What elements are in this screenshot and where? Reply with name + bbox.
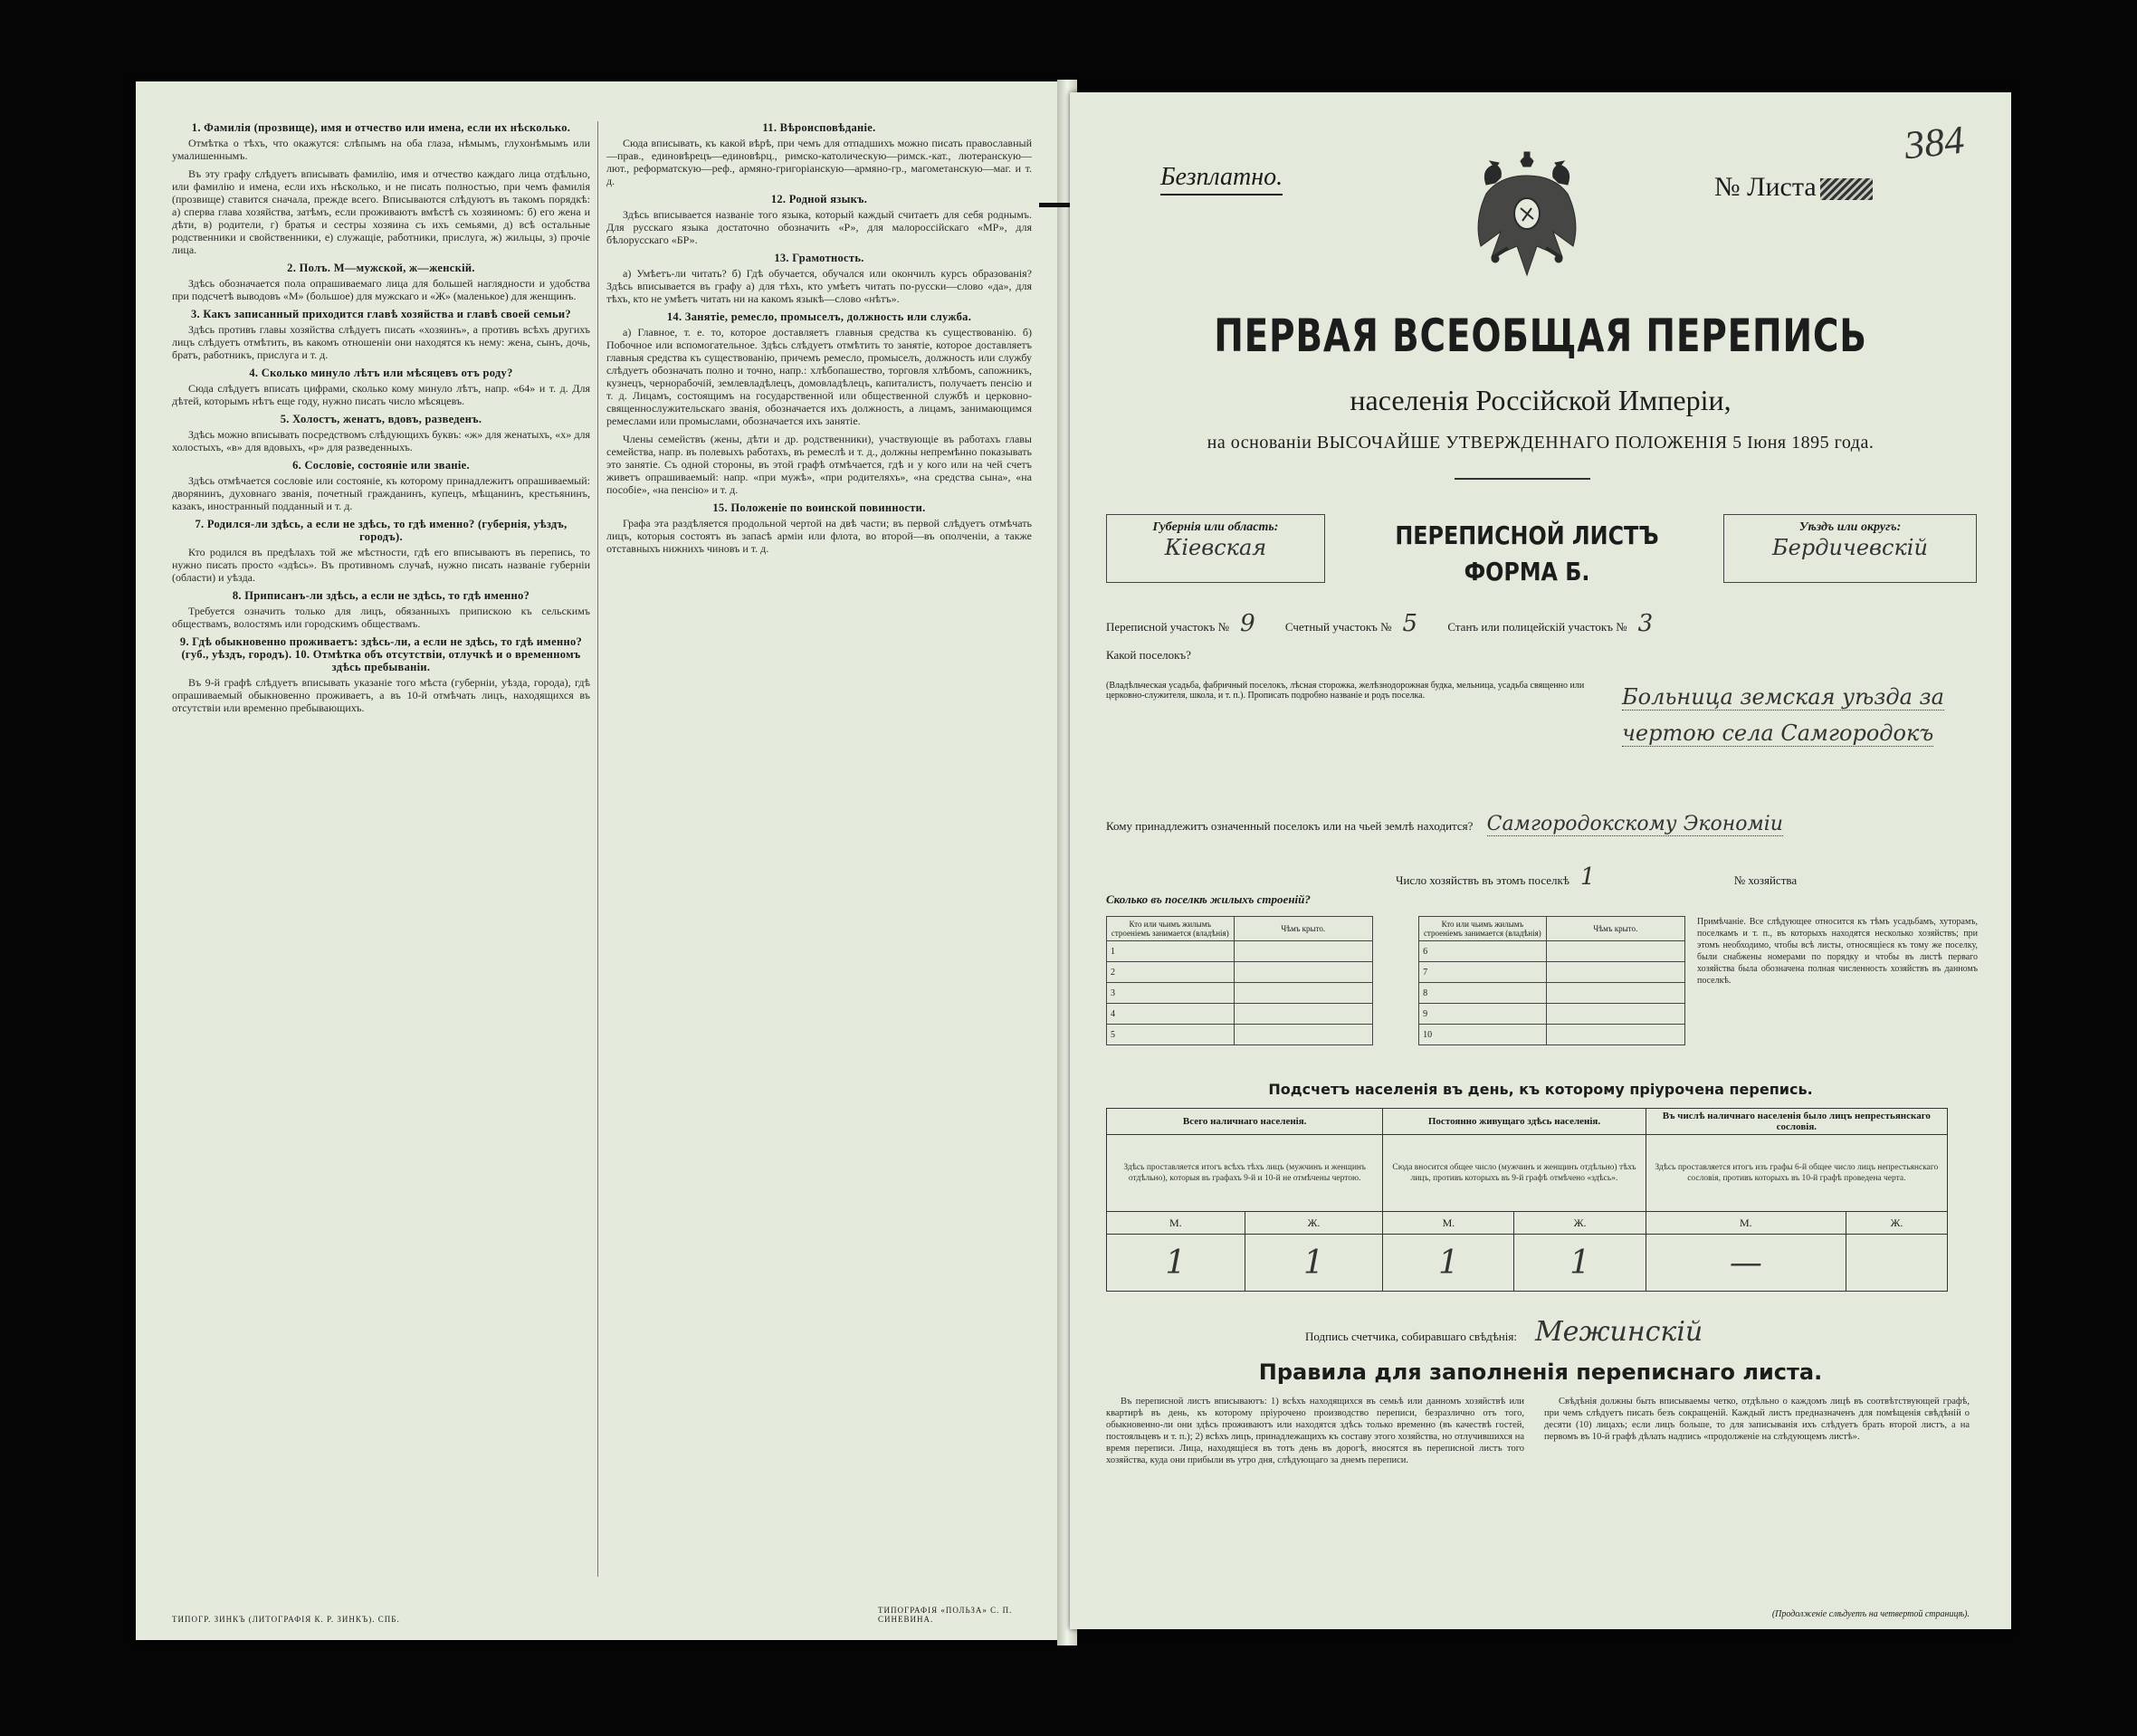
buildings-head-roof-right: Чѣмъ крыто. bbox=[1546, 917, 1684, 941]
rules-text-2: Свѣдѣнія должны быть вписываемы четко, отдѣльно о каждомъ лицѣ въ соотвѣтствующей графѣ, при чемъ слѣдуетъ писать безъ сокращеній. Каждый листъ предназначенъ для помѣщенія свѣдѣній о десяти (10) лицахъ; если лицъ больше, то для записыванія ихъ слѣдуетъ брать второй листъ, а на первомъ въ 10-й графѣ дѣлать надпись «продолженіе на слѣдующемъ листѣ». bbox=[1544, 1397, 1970, 1442]
form-title-sub: ФОРМА Б. bbox=[1464, 557, 1590, 587]
legal-basis: на основаніи ВЫСОЧАЙШЕ УТВЕРЖДЕННАГО ПОЛОЖЕНІЯ 5 Іюня 1895 года. bbox=[1207, 433, 1875, 453]
buildings-table-spacer bbox=[1372, 1025, 1418, 1045]
population-count-title: Подсчетъ населенія въ день, къ которому пріурочена перепись. bbox=[1268, 1081, 1813, 1098]
building-roof-cell bbox=[1546, 1004, 1684, 1025]
building-row-number: 8 bbox=[1419, 983, 1547, 1004]
building-row-number: 3 bbox=[1107, 983, 1235, 1004]
buildings-table-spacer bbox=[1372, 983, 1418, 1004]
buildings-row bbox=[1107, 941, 1685, 962]
households-value: 1 bbox=[1579, 863, 1596, 891]
instruction-text: Здѣсь вписывается названіе того языка, который каждый считаетъ для себя роднымъ. Для русскаго языка достаточно обозначить «Р», для малороссійскаго «МР», для бѣлорусскаго «БР». bbox=[606, 208, 1032, 246]
instruction-section bbox=[172, 518, 590, 584]
instruction-section bbox=[172, 459, 590, 512]
instruction-text: Въ эту графу слѣдуетъ вписывать фамилію, имя и отчество каждаго лица отдѣльно, или фамилію и имена, если ихъ нѣсколько, и не писать полностью, при чемъ фамилія (прозвище) ставится сначала, прежде всего. Вписываются слѣдуютъ въ такомъ порядкѣ: а) сперва глава хозяйства, затѣмъ, если проживаютъ вмѣстѣ съ хозяиномъ: б) его жена и дѣти, в) родители, г) братья и сестры хозяина съ ихъ семьями, д) всѣ остальные родственники и свойственники, е) служащіе, работники, прислуга, ж) жильцы, з) прочіе лица. bbox=[172, 167, 590, 256]
instruction-heading: 11. Вѣроисповѣданіе. bbox=[762, 121, 876, 134]
instruction-text: Здѣсь обозначается пола опрашиваемаго лица для большей наглядности и удобства при подсчетѣ выводовъ «М» (большое) для мужскаго и «Ж» (маленькое) для женщинъ. bbox=[172, 277, 590, 302]
continuation-note: (Продолженіе слѣдуетъ на четвертой страницѣ). bbox=[1771, 1609, 1970, 1619]
count-desc-permanent: Сюда вносится общее число (мужчинъ и женщинъ отдѣльно) тѣхъ лицъ, противъ которыхъ въ 9-й графѣ отмѣчено «здѣсь». bbox=[1383, 1135, 1646, 1212]
building-roof-cell bbox=[1546, 962, 1684, 983]
printer-footer-left: ТИПОГР. ЗИНКЪ (ЛИТОГРАФІЯ К. Р. ЗИНКЪ). СПБ. bbox=[172, 1615, 400, 1624]
owner-value: Самгородокскому Экономіи bbox=[1486, 813, 1783, 835]
buildings-row bbox=[1107, 1025, 1685, 1045]
instruction-text: Здѣсь противъ главы хозяйства слѣдуетъ писать «хозяинъ», а противъ всѣхъ другихъ лицъ слѣдуетъ отмѣтить, въ какомъ отношеніи они находятся къ нему: жена, сынъ, дочь, братъ, работникъ, прислуга и т. д. bbox=[172, 323, 590, 361]
census-precinct-label: Переписной участокъ № bbox=[1106, 620, 1230, 634]
instruction-section bbox=[606, 252, 1032, 305]
instruction-heading: 13. Грамотность. bbox=[774, 252, 864, 264]
count-sub-f: Ж. bbox=[1514, 1212, 1646, 1235]
rules-column-2 bbox=[1544, 1396, 1970, 1443]
owner-label: Кому принадлежитъ означенный поселокъ или на чьей землѣ находится? bbox=[1106, 819, 1474, 833]
instruction-section bbox=[172, 121, 590, 162]
count-header-permanent: Постоянно живущаго здѣсь населенія. bbox=[1383, 1109, 1646, 1135]
buildings-row bbox=[1107, 983, 1685, 1004]
instruction-heading: 5. Холостъ, женатъ, вдовъ, разведенъ. bbox=[280, 413, 482, 425]
buildings-table-spacer bbox=[1372, 962, 1418, 983]
count-header-nonpeasant: Въ числѣ наличнаго населенія было лицъ непрестьянскаго сословія. bbox=[1646, 1109, 1947, 1135]
instruction-heading: 6. Сословіе, состояніе или званіе. bbox=[292, 459, 470, 472]
count-header-total: Всего наличнаго населенія. bbox=[1107, 1109, 1383, 1135]
census-title: ПЕРВАЯ ВСЕОБЩАЯ ПЕРЕПИСЬ bbox=[1214, 310, 1867, 362]
settlement-hint: (Владѣльческая усадьба, фабричный поселокъ, лѣсная сторожка, желѣзнодорожная будка, мельница, усадьба священно или церковно-служителя, школа, и т. п.). Прописать подробно названіе и родъ поселка. bbox=[1106, 681, 1585, 701]
left-instructions-page bbox=[136, 81, 1066, 1640]
district-box bbox=[1723, 514, 1977, 583]
instruction-heading: 3. Какъ записанный приходится главѣ хозяйства и главѣ своей семьи? bbox=[191, 308, 571, 320]
buildings-table-spacer bbox=[1372, 917, 1418, 941]
counting-precinct-value: 5 bbox=[1402, 610, 1418, 637]
count-sub-f: Ж. bbox=[1846, 1212, 1947, 1235]
instruction-text: Графа эта раздѣляется продольной чертой на двѣ части; въ первой слѣдуетъ отмѣчать лицъ, которыя состоятъ въ запасѣ арміи или флота, во второй—въ ополченіи, а также отставныхъ нижнихъ чиновъ и т. д. bbox=[606, 517, 1032, 555]
instruction-section bbox=[172, 589, 590, 630]
census-form-page bbox=[1070, 92, 2011, 1629]
instruction-heading: 14. Занятіе, ремесло, промыселъ, должность или служба. bbox=[666, 310, 972, 323]
households-label: Число хозяйствъ въ этомъ поселкѣ bbox=[1396, 873, 1569, 887]
handwritten-page-number: 384 bbox=[1902, 117, 1967, 168]
count-sub-m: М. bbox=[1646, 1212, 1846, 1235]
instruction-text: Здѣсь можно вписывать посредствомъ слѣдующихъ буквъ: «ж» для женатыхъ, «х» для холостыхъ, «в» для вдовыхъ, «р» для разведенныхъ. bbox=[172, 428, 590, 453]
instruction-section bbox=[606, 310, 1032, 427]
households-line bbox=[1396, 863, 1975, 891]
instruction-heading: 15. Положеніе по воинской повинности. bbox=[712, 501, 926, 514]
building-row-number: 4 bbox=[1107, 1004, 1235, 1025]
count-desc-total: Здѣсь проставляется итогъ всѣхъ тѣхъ лицъ (мужчинъ и женщинъ отдѣльно), которыя въ графахъ 9-й и 10-й не отмѣчены чертою. bbox=[1107, 1135, 1383, 1212]
province-label: Губернія или область: bbox=[1152, 520, 1279, 534]
instruction-heading: 4. Сколько минуло лѣтъ или мѣсяцевъ отъ роду? bbox=[249, 367, 513, 379]
instruction-text: Въ 9-й графѣ слѣдуетъ вписывать указаніе того мѣста (губерніи, уѣзда, города), гдѣ опрашиваемый обыкновенно проживаетъ, а въ 10-й отмѣчать лицъ, находящихся въ отсутствіи или временно пребывающихъ. bbox=[172, 676, 590, 714]
sheet-number-label: № Листа bbox=[1714, 172, 1817, 202]
instruction-section bbox=[172, 167, 590, 256]
instruction-section bbox=[172, 262, 590, 302]
rules-column-1 bbox=[1106, 1396, 1524, 1466]
count-sub-m: М. bbox=[1107, 1212, 1245, 1235]
buildings-table-spacer bbox=[1372, 941, 1418, 962]
province-box bbox=[1106, 514, 1325, 583]
building-row-number: 10 bbox=[1419, 1025, 1547, 1045]
owner-line bbox=[1106, 813, 1975, 835]
double-headed-eagle-emblem bbox=[1468, 148, 1586, 284]
buildings-row bbox=[1107, 1004, 1685, 1025]
building-row-number: 6 bbox=[1419, 941, 1547, 962]
counting-precinct-label: Счетный участокъ № bbox=[1284, 620, 1392, 634]
instruction-section bbox=[172, 367, 590, 407]
building-roof-cell bbox=[1234, 962, 1372, 983]
instruction-text: Члены семействъ (жены, дѣти и др. родственники), участвующіе въ работахъ главы семейства, напр. въ полевыхъ работахъ, въ ремеслѣ и т. д., должны непремѣнно показывать это занятіе. Съ одной стороны, въ этой графѣ отмѣчается, гдѣ и у кого или на чей счетъ живетъ опрашиваемый: напр. «при мужѣ», «при родителяхъ», «на средства сына», «на пособіе», «на пенсію» и т. д. bbox=[606, 433, 1032, 496]
buildings-question: Сколько въ поселкѣ жилыхъ строеній? bbox=[1106, 892, 1311, 906]
buildings-head-roof-left: Чѣмъ крыто. bbox=[1234, 917, 1372, 941]
count-value bbox=[1846, 1235, 1947, 1292]
instruction-text: а) Главное, т. е. то, которое доставляетъ главныя средства къ существованію. б) Побочное или вспомогательное. Здѣсь слѣдуетъ отмѣтить то занятіе, которое доставляетъ главныя средства къ существованію, причемъ ремесло, промыселъ, должность или службу слѣдуетъ обозначать полно и точно, напр.: хлѣбопашество, торговля хлѣбомъ, сапожникъ, кузнецъ, чернорабочій, землевладѣлецъ, домовладѣлецъ, капиталистъ, получаетъ пенсію и т. д. Лицамъ, состоящимъ на государственной или общественной службѣ и церковно-священнослужительскаго званія, обозначается ихъ должность, а лицамъ, занимающимся ремеслами или промыслами, обозначается ихъ занятіе. bbox=[606, 326, 1032, 427]
form-title bbox=[1377, 518, 1677, 590]
instruction-section bbox=[606, 433, 1032, 496]
census-precinct-value: 9 bbox=[1240, 610, 1255, 637]
building-roof-cell bbox=[1546, 983, 1684, 1004]
instruction-heading: 8. Приписанъ-ли здѣсь, а если не здѣсь, то гдѣ именно? bbox=[232, 589, 530, 602]
instruction-text: Кто родился въ предѣлахъ той же мѣстности, гдѣ его вписываютъ въ перепись, то нужно писать просто «здѣсь». Въ противномъ случаѣ, нужно писать названіе губерніи (области) и уѣзда. bbox=[172, 546, 590, 584]
printer-footer-right: ТИПОГРАФІЯ «ПОЛЬЗА» С. П. СИНЕВИНА. bbox=[878, 1606, 1013, 1624]
ornamental-rule bbox=[1455, 478, 1590, 483]
instruction-heading: 2. Полъ. М—мужской, ж—женскій. bbox=[287, 262, 475, 274]
column-divider bbox=[597, 121, 598, 1577]
instruction-text: Требуется означить только для лицъ, обязанныхъ припискою къ сельскимъ обществамъ, волостямъ или городскимъ обществамъ. bbox=[172, 605, 590, 630]
instruction-heading: 1. Фамилія (прозвище), имя и отчество или имена, если их нѣсколько. bbox=[191, 121, 571, 134]
buildings-table bbox=[1106, 916, 1685, 1045]
district-value: Бердичевскій bbox=[1772, 535, 1928, 560]
precinct-line bbox=[1106, 610, 1975, 637]
building-roof-cell bbox=[1234, 1025, 1372, 1045]
settlement-label: Какой поселокъ? bbox=[1106, 648, 1191, 662]
count-value: 1 bbox=[1107, 1235, 1245, 1292]
count-value: — bbox=[1646, 1235, 1846, 1292]
signature-value: Межинскій bbox=[1534, 1316, 1703, 1348]
count-sub-m: М. bbox=[1383, 1212, 1514, 1235]
sheet-number bbox=[1714, 172, 1873, 203]
building-roof-cell bbox=[1234, 1004, 1372, 1025]
count-sub-f: Ж. bbox=[1245, 1212, 1383, 1235]
instruction-section bbox=[606, 121, 1032, 187]
free-label: Безплатно. bbox=[1160, 163, 1283, 196]
count-value: 1 bbox=[1514, 1235, 1646, 1292]
buildings-note: Примѣчаніе. Все слѣдующее относится къ тѣмъ усадьбамъ, хуторамъ, поселкамъ и т. п., въ которыхъ находятся несколько хозяйствъ; при этомъ необходимо, чтобы всѣ листы, относящіеся къ тому же поселку, были снабжены номерами по порядку и чтобы въ листѣ перваго хозяйства была обозначена полная численность хозяйствъ въ данномъ поселкѣ. bbox=[1697, 917, 1978, 986]
instruction-section bbox=[172, 308, 590, 361]
instruction-text: Сюда вписывать, къ какой вѣрѣ, при чемъ для отпадшихъ можно писать православный—прав., единовѣрецъ—единовѣрц., римско-католическую—римск.-кат., лютеранскую—лют., реформатскую—реф., армяно-григоріанскую—армяно-гр., магометанскую—маг. и т. д. bbox=[606, 137, 1032, 187]
instruction-text: Отмѣтка о тѣхъ, что окажутся: слѣпымъ на оба глаза, нѣмымъ, глухонѣмымъ или умалишеннымъ. bbox=[172, 137, 590, 162]
settlement-value: Больница земская уѣзда за чертою села Самгородокъ bbox=[1622, 684, 1944, 746]
count-desc-nonpeasant: Здѣсь проставляется итогъ изъ графы 6-й общее число лицъ непрестьянскаго сословія, противъ которыхъ въ 10-й графѣ проведена черта. bbox=[1646, 1135, 1947, 1212]
instruction-section bbox=[172, 635, 590, 714]
district-label: Уѣздъ или округъ: bbox=[1798, 520, 1902, 534]
sheet-number-scribble bbox=[1820, 178, 1873, 200]
instruction-section bbox=[606, 193, 1032, 246]
enumerator-signature-line bbox=[1305, 1316, 1703, 1348]
instruction-heading: 12. Родной языкъ. bbox=[770, 193, 868, 205]
instructions-column-2 bbox=[606, 118, 1032, 1586]
instruction-text: а) Умѣетъ-ли читать? б) Гдѣ обучается, обучался или окончилъ курсъ образованія? Здѣсь вписывается въ графу а) для тѣхъ, кто умѣетъ читать по-русски—слово «да», для тѣхъ, кто не умѣетъ читать ни на какомъ языкѣ—слово «нѣтъ». bbox=[606, 267, 1032, 305]
building-row-number: 7 bbox=[1419, 962, 1547, 983]
form-title-main: ПЕРЕПИСНОЙ ЛИСТЪ bbox=[1395, 520, 1659, 550]
building-row-number: 2 bbox=[1107, 962, 1235, 983]
buildings-table-spacer bbox=[1372, 1004, 1418, 1025]
signature-label: Подпись счетчика, собиравшаго свѣдѣнія: bbox=[1305, 1330, 1517, 1343]
buildings-head-owner-left: Кто или чьимъ жилымъ строеніемъ занимается (владѣнія) bbox=[1107, 917, 1235, 941]
building-roof-cell bbox=[1234, 983, 1372, 1004]
instruction-heading: 9. Гдѣ обыкновенно проживаетъ: здѣсь-ли, а если не здѣсь, то гдѣ именно? (губ., уѣздъ, городъ). 10. Отмѣтка объ отсутствіи, отлучкѣ и о временномъ здѣсь пребываніи. bbox=[179, 635, 583, 673]
building-roof-cell bbox=[1546, 1025, 1684, 1045]
instructions-column-1 bbox=[172, 118, 590, 1586]
building-roof-cell bbox=[1234, 941, 1372, 962]
instruction-section bbox=[172, 413, 590, 453]
building-row-number: 9 bbox=[1419, 1004, 1547, 1025]
buildings-head-owner-right: Кто или чьимъ жилымъ строеніемъ занимается (владѣнія) bbox=[1419, 917, 1547, 941]
province-value: Кіевская bbox=[1164, 535, 1267, 560]
building-roof-cell bbox=[1546, 941, 1684, 962]
instruction-heading: 7. Родился-ли здѣсь, а если не здѣсь, то гдѣ именно? (губернія, уѣздъ, городъ). bbox=[195, 518, 568, 543]
count-value: 1 bbox=[1383, 1235, 1514, 1292]
household-no-label: № хозяйства bbox=[1733, 873, 1798, 887]
buildings-row bbox=[1107, 962, 1685, 983]
instruction-text: Здѣсь отмѣчается сословіе или состояніе, къ которому принадлежитъ опрашиваемый: дворянинъ, духовнаго званія, почетный гражданинъ, купецъ, мѣщанинъ, крестьянинъ, казакъ, иностранный подданный и т. д. bbox=[172, 474, 590, 512]
rules-title: Правила для заполненія переписнаго листа. bbox=[1258, 1359, 1823, 1385]
instruction-section bbox=[606, 501, 1032, 555]
instruction-text: Сюда слѣдуетъ вписать цифрами, сколько кому минуло лѣтъ, напр. «64» и т. д. Для дѣтей, которымъ нѣтъ еще году, нужно писать число мѣсяцевъ. bbox=[172, 382, 590, 407]
settlement-value-wrap bbox=[1622, 681, 1984, 753]
census-subtitle: населенія Россійской Имперіи, bbox=[1350, 384, 1732, 416]
count-value: 1 bbox=[1245, 1235, 1383, 1292]
building-row-number: 5 bbox=[1107, 1025, 1235, 1045]
building-row-number: 1 bbox=[1107, 941, 1235, 962]
rules-text-1: Въ переписной листъ вписываютъ: 1) всѣхъ находящихся въ семьѣ или данномъ хозяйствѣ или квартирѣ въ день, къ которому пріурочено производство переписи, безразлично отъ того, обыкновенно-ли они здѣсь проживаютъ или находятся здѣсь только временно (въ качествѣ гостей, постояльцевъ и т. п.); 2) всѣхъ лицъ, принадлежащихъ къ составу этого хозяйства, но отлучившихся на время переписи. Лица, находящіеся въ тотъ день въ дорогѣ, вносятся въ переписной листъ того хозяйства, куда они прибыли въ утро дня, слѣдующаго за днемъ переписи. bbox=[1106, 1397, 1524, 1465]
population-count-table bbox=[1106, 1108, 1948, 1292]
stan-label: Станъ или полицейскій участокъ № bbox=[1447, 620, 1627, 634]
stan-value: 3 bbox=[1637, 610, 1654, 637]
settlement-line bbox=[1106, 648, 1975, 663]
